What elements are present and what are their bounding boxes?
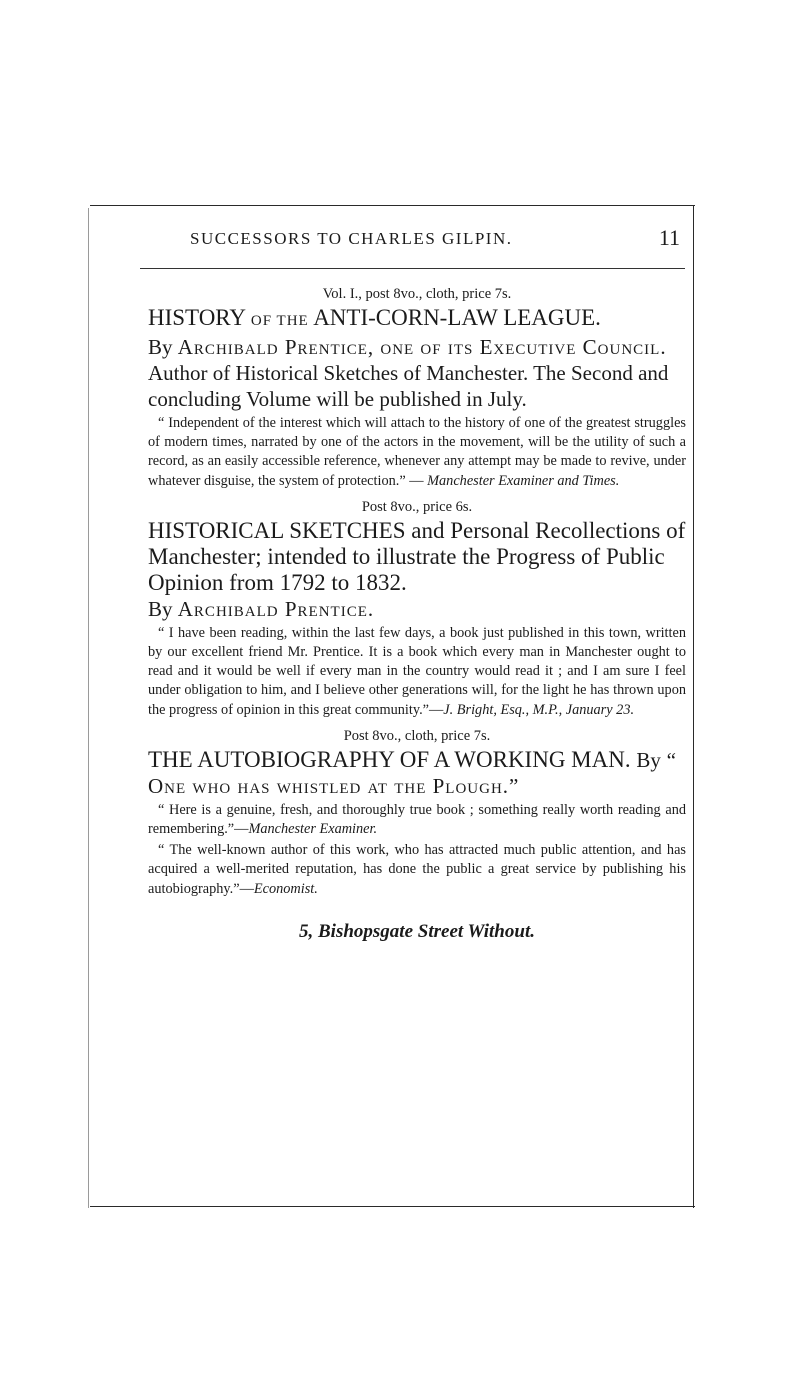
entry-meta: Post 8vo., cloth, price 7s. bbox=[343, 727, 491, 744]
page-content bbox=[148, 278, 686, 943]
quote-text: “ I have been reading, within the last few days, a book just published in this town, written by our excellent friend Mr. Prentice. It is a book which every man in Manchester ought to read and it would be well if every man in the country would read it ; and I am sure I feel under obligation to him, and I believe other generations will, for the light he has thrown upon the progress of opinion in this great community.”— bbox=[148, 624, 686, 718]
book-entry-autobiography bbox=[148, 728, 686, 899]
running-head bbox=[150, 225, 690, 253]
entry-meta: Post 8vo., price 6s. bbox=[361, 498, 473, 515]
entry-title bbox=[148, 305, 686, 334]
entry-title bbox=[148, 518, 686, 596]
entry-byline bbox=[148, 596, 686, 622]
entry-title-head: HISTORY bbox=[148, 305, 246, 330]
review-quote bbox=[148, 801, 686, 839]
quote-text: “ Independent of the interest which will attach to the history of one of the greatest struggles of modern times, narrated by one of the actors in the movement, will be the utility of such a record, as an easily accessible reference, whenever any attempt may be made to revive, under whatever disguise, the system of protection.” — bbox=[148, 415, 686, 489]
frame-top-rule bbox=[90, 205, 695, 206]
entry-title-tail: ANTI-CORN-LAW LEAGUE. bbox=[313, 305, 601, 330]
entry-title-head: THE AUTOBIOGRAPHY OF A WORKING MAN. bbox=[148, 746, 631, 772]
publisher-address: 5, Bishopsgate Street Without. bbox=[299, 920, 535, 942]
byline-author: Archibald Prentice, one of its Executive Council. bbox=[177, 335, 667, 359]
frame-left-edge bbox=[88, 208, 89, 1208]
book-entry-historical-sketches bbox=[148, 499, 686, 720]
running-head-title: SUCCESSORS TO CHARLES GILPIN. bbox=[190, 229, 513, 248]
review-quote bbox=[148, 841, 686, 899]
entry-body: Author of Historical Sketches of Manchester. The Second and concluding Volume will be published in July. bbox=[148, 361, 669, 411]
byline-author: “ One who has whistled at the Plough.” bbox=[148, 747, 677, 798]
quote-source: Manchester Examiner. bbox=[248, 821, 378, 838]
review-quote bbox=[148, 624, 686, 720]
entry-byline bbox=[148, 334, 686, 412]
quote-text: “ Here is a genuine, fresh, and thoroughly true book ; something really worth reading and remembering.”— bbox=[148, 801, 686, 838]
book-entry-anti-corn-law-league bbox=[148, 286, 686, 491]
entry-title bbox=[148, 747, 686, 799]
byline-by: By bbox=[636, 747, 661, 772]
byline-author: Archibald Prentice. bbox=[177, 596, 375, 621]
quote-source: Manchester Examiner and Times. bbox=[427, 472, 620, 489]
quote-source: Economist. bbox=[253, 880, 318, 897]
frame-right-rule bbox=[693, 205, 694, 1208]
header-rule bbox=[140, 268, 685, 269]
entry-title-of: OF THE bbox=[250, 313, 309, 329]
entry-title-head: HISTORICAL SKETCHES bbox=[148, 517, 406, 543]
page-number: 11 bbox=[658, 225, 680, 250]
entry-meta: Vol. I., post 8vo., cloth, price 7s. bbox=[322, 286, 512, 302]
quote-source: J. Bright, Esq., M.P., January 23. bbox=[443, 701, 635, 718]
byline-by: By bbox=[148, 335, 173, 359]
frame-bottom-rule bbox=[90, 1206, 695, 1207]
quote-text: “ The well-known author of this work, who has attracted much public attention, and has acquired a well-merited reputation, has done the public a great service by publishing his autobiography.”— bbox=[148, 842, 686, 897]
entry-title-rest: and Personal Recollections of Manchester; intended to illustrate the Progress of Public Opinion from 1792 to 1832. bbox=[148, 517, 686, 595]
review-quote bbox=[148, 414, 686, 491]
byline-by: By bbox=[148, 596, 173, 621]
